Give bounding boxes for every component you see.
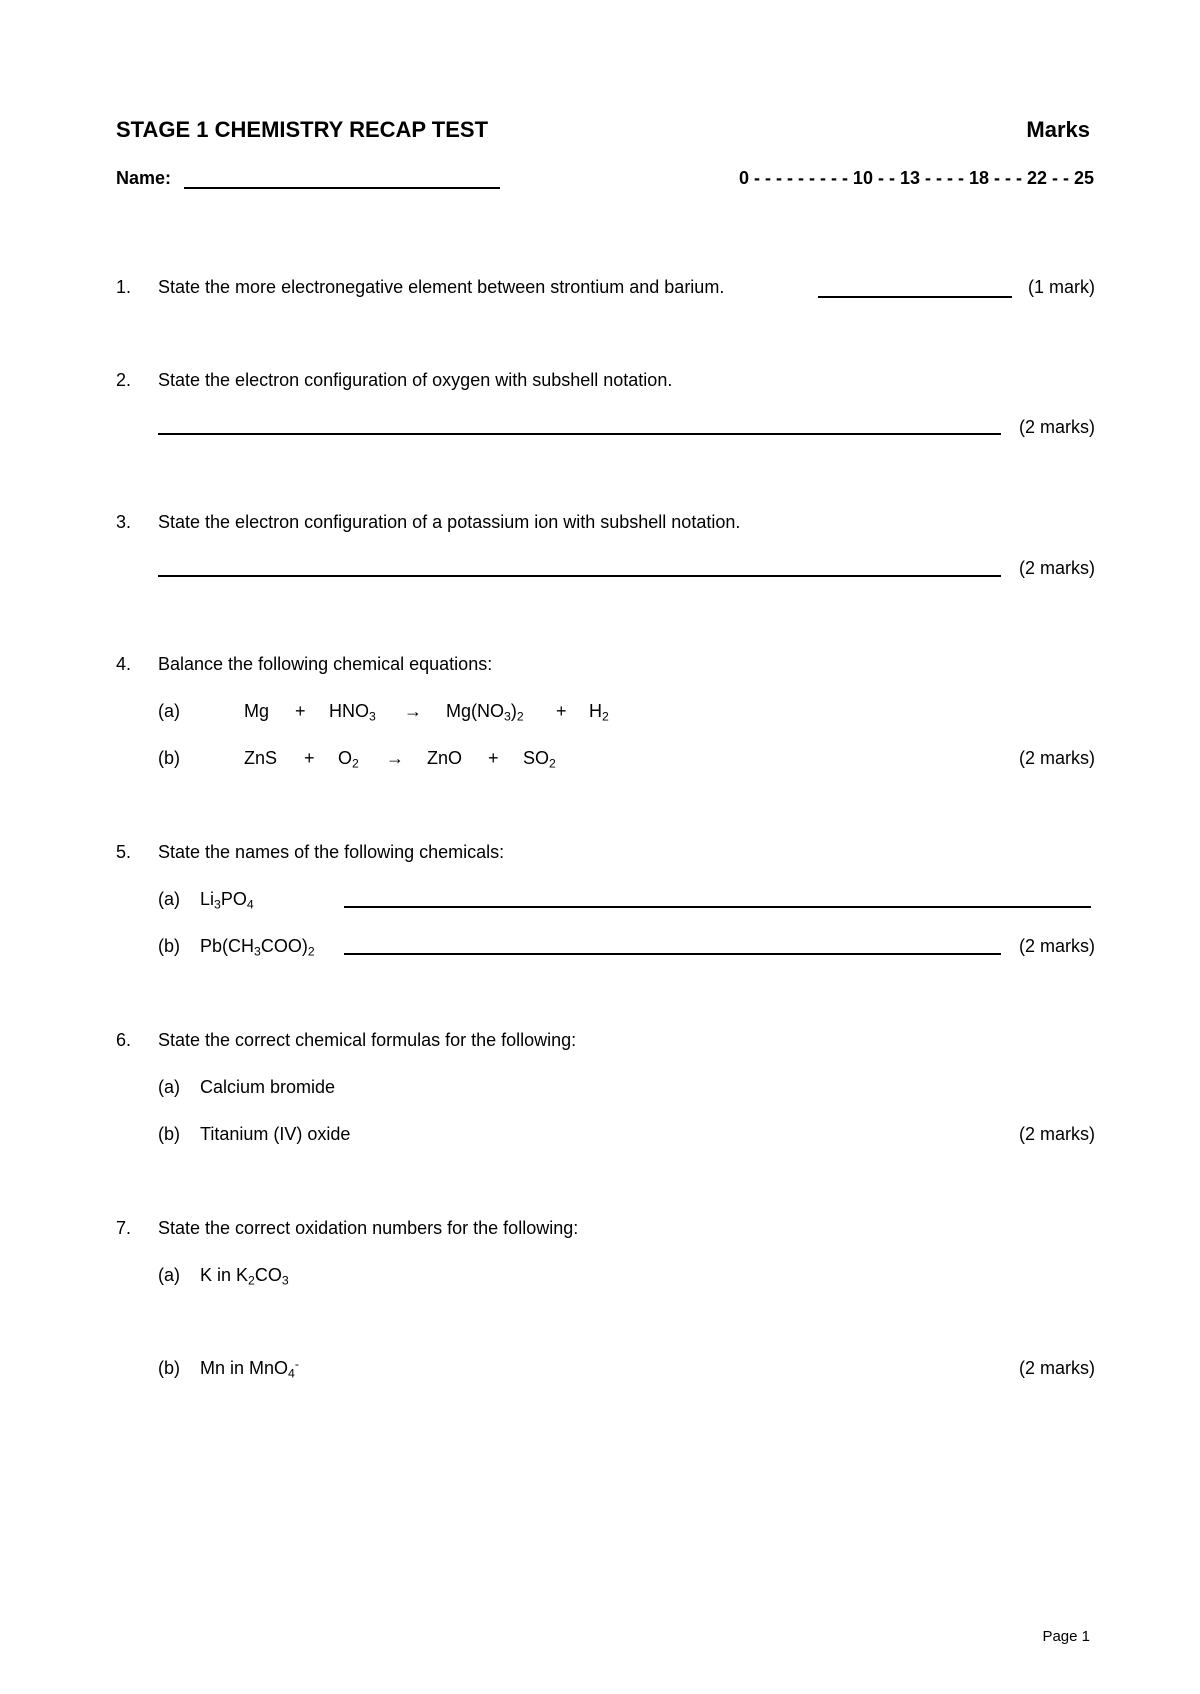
question-4-text: Balance the following chemical equations:: [158, 654, 493, 674]
question-1-text: State the more electronegative element between strontium and barium.: [158, 277, 725, 297]
question-2-answer-line[interactable]: [158, 433, 1001, 435]
question-6a-text: Calcium bromide: [200, 1077, 336, 1097]
question-5b-formula: $Pb(CH_3COO)_2$: [200, 936, 315, 959]
question-1-answer-line[interactable]: [818, 296, 1012, 298]
eq-b-term-4: $SO_2$: [523, 748, 556, 771]
question-7b-label: (b): [158, 1358, 180, 1378]
question-6b-label: (b): [158, 1124, 180, 1144]
eq-a-op-1: +: [295, 701, 306, 721]
question-7a-text: K in $K_2CO_3$: [200, 1265, 289, 1288]
question-2-text: State the electron configuration of oxygen with subshell notation.: [158, 370, 673, 390]
eq-b-term-1: ZnS: [244, 748, 278, 768]
question-5b-answer-line[interactable]: [344, 953, 1001, 955]
question-6-marks: (2 marks): [1019, 1124, 1095, 1144]
question-5a-answer-line[interactable]: [344, 906, 1091, 908]
question-5a-formula: $Li_3PO_4$: [200, 889, 254, 912]
question-6a-label: (a): [158, 1077, 180, 1097]
question-7-number: 7.: [116, 1218, 132, 1238]
question-7-text: State the correct oxidation numbers for the following:: [158, 1218, 579, 1238]
question-6b-text: Titanium (IV) oxide: [200, 1124, 351, 1144]
eq-a-op-2: +: [556, 701, 567, 721]
question-7a-label: (a): [158, 1265, 180, 1285]
question-5-text: State the names of the following chemicals:: [158, 842, 505, 862]
eq-b-op-1: +: [304, 748, 315, 768]
question-5-number: 5.: [116, 842, 132, 862]
page-number: Page 1: [1042, 1628, 1090, 1645]
eq-a-term-4: $H_2$: [589, 701, 609, 724]
question-3-number: 3.: [116, 512, 132, 532]
question-4-number: 4.: [116, 654, 132, 674]
question-4b-label: (b): [158, 748, 180, 768]
question-4a-label: (a): [158, 701, 180, 721]
eq-b-term-2: $O_2$: [338, 748, 359, 771]
question-4-marks: (2 marks): [1019, 748, 1095, 768]
question-1-number: 1.: [116, 277, 132, 297]
eq-b-op-2: +: [488, 748, 499, 768]
question-3-marks: (2 marks): [1019, 558, 1095, 578]
marks-heading: Marks: [1026, 117, 1090, 142]
eq-a-arrow: →: [404, 701, 422, 721]
question-2-marks: (2 marks): [1019, 417, 1095, 437]
name-label: Name:: [116, 168, 172, 188]
question-6-number: 6.: [116, 1030, 132, 1050]
question-1-marks: (1 mark): [1028, 277, 1095, 297]
eq-b-term-3: ZnO: [427, 748, 463, 768]
question-3-text: State the electron configuration of a potassium ion with subshell notation.: [158, 512, 741, 532]
name-field[interactable]: [184, 187, 500, 189]
question-5-marks: (2 marks): [1019, 936, 1095, 956]
question-7-marks: (2 marks): [1019, 1358, 1095, 1378]
question-3-answer-line[interactable]: [158, 575, 1001, 577]
eq-a-term-1: Mg: [244, 701, 270, 721]
question-5b-label: (b): [158, 936, 180, 956]
eq-b-arrow: →: [386, 748, 404, 768]
page-title: STAGE 1 CHEMISTRY RECAP TEST: [116, 117, 489, 142]
eq-a-term-2: $HNO_3$: [329, 701, 376, 724]
question-7b-text: Mn in MnO$_4$-: [200, 1356, 299, 1381]
marks-scale: 0 - - - - - - - - - 10 - - 13 - - - - 18 - - - 22 - - 25: [738, 168, 1094, 188]
question-6-text: State the correct chemical formulas for the following:: [158, 1030, 577, 1050]
eq-a-term-3: $Mg(NO_3)_2$: [446, 701, 524, 724]
question-5a-label: (a): [158, 889, 180, 909]
question-2-number: 2.: [116, 370, 132, 390]
